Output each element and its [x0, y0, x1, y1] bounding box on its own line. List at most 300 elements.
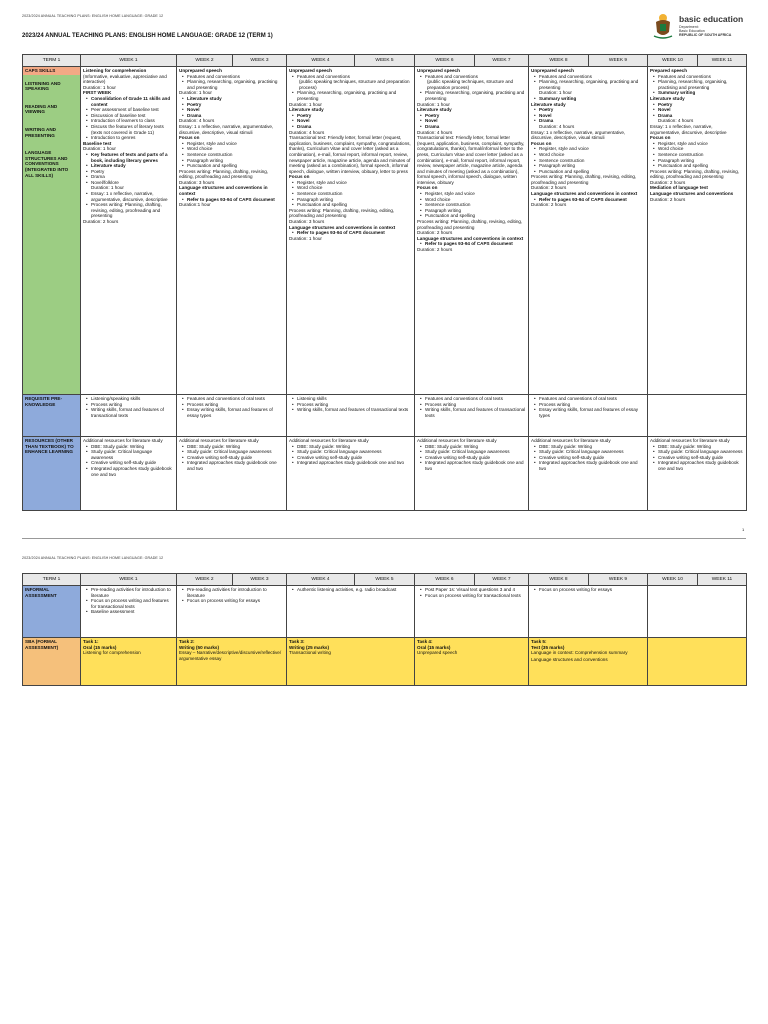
list-item: • Writing skills, format and features of transactional texts: [297, 407, 412, 413]
list-item: • Word choice: [658, 146, 744, 152]
list-item: • DBE: Study guide: Writing: [187, 444, 284, 450]
req-week4-5: [287, 395, 415, 437]
list-item: • Novel: [658, 107, 744, 113]
list-item: • Peer assessment of baseline test: [91, 107, 174, 113]
w45-focus: Focus on: [289, 174, 310, 180]
sba-name: Writing (25 marks): [289, 644, 329, 650]
w45-list3: [289, 180, 412, 208]
logo-subtext: [679, 25, 731, 38]
col-week1: WEEK 1: [81, 55, 177, 67]
caps-week8-9: [529, 67, 648, 395]
caps-skills-label: CAPS SKILLS: [23, 67, 80, 75]
list-item: • Pre-reading activities for introduction to literature: [91, 587, 174, 598]
list-item: • Features and conventions: [658, 74, 744, 80]
col-week3: WEEK 3: [233, 55, 287, 67]
list-item: • Paragraph writing: [187, 158, 284, 164]
list-item: • Creative writing self-study guide: [91, 460, 174, 466]
w1011-title: Prepared speech: [650, 68, 688, 73]
w89-lit: Literature study: [531, 101, 566, 107]
list-item: • Paragraph writing: [539, 163, 645, 169]
w1-baseline: Baseline test: [83, 140, 112, 146]
sba-task: Task 3:: [289, 639, 305, 644]
w23-list4: [179, 197, 284, 203]
sba-week6-7: [415, 638, 529, 686]
header-row: [23, 55, 747, 67]
resources-head: RESOURCES (OTHER THAN TEXTBOOK) TO ENHANCE LEARNING: [23, 437, 81, 511]
list-item: • Paragraph writing: [297, 197, 412, 203]
w45-list1: [289, 74, 412, 102]
page-divider: [22, 538, 746, 539]
list-item: • Register, style and voice: [187, 141, 284, 147]
list-item: • Novel: [425, 118, 526, 124]
list-item: • Drama: [658, 113, 744, 119]
list-item: • Summary writing: [539, 96, 645, 102]
list-item: • Focus on process writing for transactional texts: [425, 593, 526, 599]
sba-task: Task 2:: [179, 639, 195, 644]
w89-process: Process writing: Planning, drafting, revising, editing, proofreading and presenting: [531, 174, 637, 185]
w1011-mediation: Mediation of language test: [650, 185, 708, 191]
list-item: • Study guide: Critical language awareness: [297, 449, 412, 455]
res-week4-5: [287, 437, 415, 511]
sba-name: Oral (15 marks): [417, 644, 451, 650]
list-item: • Process writing: Planning, drafting, revising, editing, proofreading and presenting: [91, 202, 174, 219]
list-item: • Word choice: [187, 146, 284, 152]
w45-process: Process writing: Planning, drafting, revising, editing, proofreading and presenting: [289, 207, 395, 219]
w1011-list2: [650, 102, 744, 119]
running-header: 2023/2024 ANNUAL TEACHING PLANS: ENGLISH HOME LANGUAGE: GRADE 12: [22, 14, 164, 18]
list-item: • Punctuation and spelling: [425, 213, 526, 219]
w67-list4: [417, 241, 526, 247]
list-item: • Word choice: [539, 152, 645, 158]
logo-line2: Basic Education: [679, 29, 705, 34]
logo-line3: REPUBLIC OF SOUTH AFRICA: [679, 33, 732, 38]
col-week7: WEEK 7: [475, 574, 529, 586]
list-item: • Integrated approaches study guidebook one and two: [187, 460, 284, 471]
w23-duration4: Duration:1 hour: [179, 202, 211, 208]
logo-line1: Department:: [679, 25, 699, 29]
w67-lang: Language structures and conventions in context: [417, 235, 524, 241]
col-week10: WEEK 10: [648, 574, 698, 586]
list-item: • Register, style and voice: [658, 141, 744, 147]
list-item: • Novel: [539, 113, 645, 119]
list-item: • Planning, researching, organising, practising and presenting: [658, 79, 744, 90]
list-item: • Drama: [187, 113, 284, 119]
w45-list4: [289, 230, 412, 236]
requisite-head: REQUISITE PRE-KNOWLEDGE: [23, 395, 81, 437]
w67-transactional: Transactional text: Friendly letter, formal letter (request, application, business, complaint, sympathy, congratulations, thanks), formal/informal letter to the press, Curriculum Vitae and cover letter (asked as a combination), e-mail, formal report, informal report, review, newspaper article, magazine article, agenda and minutes of meeting (asked as a combination), formal speech, informal speech, dialogue, written interview, obituary: [417, 135, 525, 185]
list-item: • Features and conventions of oral texts: [187, 396, 284, 402]
list-item: • Register, style and voice: [425, 191, 526, 197]
sba-task: Task 5:: [531, 639, 547, 644]
sba-week2-3: [177, 638, 287, 686]
col-term: TERM 1: [23, 55, 81, 67]
list-item: • Planning, researching, organising, practising and presenting: [425, 90, 526, 101]
skill-writing: WRITING AND PRESENTING: [25, 126, 56, 138]
running-header-page2: 2023/2024 ANNUAL TEACHING PLANS: ENGLISH HOME LANGUAGE: GRADE 12: [22, 556, 164, 560]
informal-row: [23, 586, 747, 638]
list-item: • Creative writing self-study guide: [297, 455, 412, 461]
w67-duration2: Duration: 4 hours: [417, 129, 453, 135]
col-week9: WEEK 9: [589, 55, 648, 67]
list-item: • Drama: [539, 118, 645, 124]
list-item: • DBE: Study guide: Writing: [297, 444, 412, 450]
res-intro: Additional resources for literature study: [289, 438, 369, 443]
list-item: • Poetry: [425, 113, 526, 119]
list-item: • Creative writing self-study guide: [658, 455, 744, 461]
list-item: • Pre-reading activities for introduction to literature: [187, 587, 284, 598]
list-item: • DBE: Study guide: Writing: [91, 444, 174, 450]
list-item: • Drama: [297, 124, 412, 130]
w89-list4: [531, 146, 645, 174]
w89-list3: [531, 107, 645, 124]
w23-duration3: Duration: 3 hours: [179, 179, 215, 185]
list-item: • Poetry: [658, 102, 744, 108]
list-item: • Discussion of baseline test: [91, 113, 174, 119]
list-item: • DBE: Study guide: Writing: [539, 444, 645, 450]
w67-list1: [417, 74, 526, 102]
w1-duration4: Duration: 2 hours: [83, 219, 119, 225]
list-item: • Features and conventions: [297, 74, 412, 80]
list-item: • Study guide: Critical language awareness: [187, 449, 284, 455]
list-item: • Sentence construction: [539, 158, 645, 164]
requisite-row: [23, 395, 747, 437]
assessment-table: [22, 573, 747, 686]
w23-title: Unprepared speech: [179, 68, 222, 73]
list-item: • Integrated approaches study guidebook one and two: [425, 460, 526, 471]
w89-lang: Language structures and conventions in context: [531, 191, 638, 197]
list-item: • Writing skills, format and features of transactional texts: [425, 407, 526, 418]
sba-row: [23, 638, 747, 686]
list-item: • Refer to pages 93-94 of CAPS document: [425, 241, 526, 247]
list-item: • DBE: Study guide: Writing: [658, 444, 744, 450]
w1-list1: [83, 96, 174, 141]
skill-listening: LISTENING AND SPEAKING: [25, 80, 61, 92]
list-item: • Introduction of learners to class: [91, 118, 174, 124]
w67-list2: [417, 113, 526, 130]
list-item: • Refer to pages 93-94 of CAPS document: [187, 197, 284, 203]
res-intro: Additional resources for literature study: [417, 438, 497, 443]
w67-title: Unprepared speech: [417, 68, 460, 73]
w1011-list3: [650, 141, 744, 169]
w45-list-note: (public speaking techniques, structure and preparation process): [299, 79, 410, 90]
list-item: • Baseline assessment: [91, 609, 174, 615]
list-item: • Literature study: [91, 163, 174, 169]
list-item: • Discuss the features of literary texts (texts not covered in Grade 11): [91, 124, 174, 135]
w1011-duration3: Duration: 2 hours: [650, 196, 686, 202]
w23-lang: Language structures and conventions in context: [179, 185, 268, 197]
col-term: TERM 1: [23, 574, 81, 586]
page-number: 1: [742, 527, 745, 532]
col-week4: WEEK 4: [287, 55, 355, 67]
w23-list3: [179, 141, 284, 169]
list-item: • Creative writing self-study guide: [539, 455, 645, 461]
list-item: • Introduction to genres: [91, 135, 174, 141]
list-item: • Punctuation and spelling: [297, 202, 412, 208]
w45-duration4: Duration: 1 hour: [289, 235, 322, 241]
col-week1: WEEK 1: [81, 574, 177, 586]
w89-duration4: Duration: 2 hours: [531, 202, 567, 208]
w1011-lang: Language structures and conventions: [650, 191, 734, 197]
coat-of-arms-icon: [652, 12, 674, 40]
list-item: • Poetry: [297, 113, 412, 119]
list-item: • Sentence construction: [425, 202, 526, 208]
list-item: • Integrated approaches study guidebook one and two: [658, 460, 744, 471]
list-item: • Drama: [91, 174, 174, 180]
w23-process: Process writing: Planning, drafting, revising, editing, proofreading and presenting: [179, 168, 269, 180]
list-item: • Focus on process writing for essays: [187, 598, 284, 604]
inf-week8-9: [529, 586, 648, 638]
res-week10-11: [648, 437, 747, 511]
sba-desc: Listening for comprehension: [83, 650, 141, 656]
list-item: • Creative writing self-study guide: [425, 455, 526, 461]
req-week6-7: [415, 395, 529, 437]
w1-list3: [83, 191, 174, 219]
col-week9: WEEK 9: [589, 574, 648, 586]
sba-week4-5: [287, 638, 415, 686]
caps-week4-5: [287, 67, 415, 395]
w45-duration3: Duration: 3 hours: [289, 219, 325, 225]
skill-language: LANGUAGE STRUCTURES AND CONVENTIONS (INTEGRATED INTO ALL SKILLS): [25, 150, 69, 178]
w1-list2: [83, 152, 174, 186]
w89-title: Unprepared speech: [531, 68, 574, 73]
inf-week2-3: [177, 586, 287, 638]
sba-desc: Essay – Narrative/descriptive/discursive/reflective/ argumentative essay: [179, 650, 282, 661]
skill-reading: READING AND VIEWING: [25, 103, 58, 115]
w89-list1: [531, 74, 645, 91]
col-week11: WEEK 11: [698, 574, 747, 586]
w67-list3: [417, 191, 526, 219]
informal-head: INFORMAL ASSESSMENT: [23, 586, 81, 638]
list-item: • Features and conventions: [539, 74, 645, 80]
w1-duration2: Duration: 1 hour: [83, 146, 116, 152]
w1011-list1: [650, 74, 744, 96]
col-week5: WEEK 5: [355, 574, 415, 586]
dbe-logo: [652, 12, 748, 42]
list-item: • Summary writing: [658, 90, 744, 96]
caps-week10-11: [648, 67, 747, 395]
list-item: • Integrated approaches study guidebook one and two: [539, 460, 645, 471]
list-item: • Refer to pages 93-94 of CAPS document: [297, 230, 412, 236]
list-item: • Register, style and voice: [297, 180, 412, 186]
w1011-lit: Literature study: [650, 95, 685, 101]
sba-week8-9: [529, 638, 648, 686]
list-item: • Focus on process writing for essays: [539, 587, 645, 593]
list-item: • DBE: Study guide: Writing: [425, 444, 526, 450]
list-item: • Register, style and voice: [539, 146, 645, 152]
col-week6: WEEK 6: [415, 574, 475, 586]
w89-duration1: Duration: 1 hour: [539, 90, 572, 96]
sba-desc: Unprepared speech: [417, 650, 458, 656]
inf-week4-5: [287, 586, 415, 638]
header-row-2: [23, 574, 747, 586]
list-item: • Word choice: [425, 197, 526, 203]
sba-desc: Language in context: Comprehension summary: [531, 650, 628, 656]
col-week11: WEEK 11: [698, 55, 747, 67]
w45-transactional: Transactional text: Friendly letter, formal letter (request, application, business, complaint, sympathy, congratulations, thanks), Curriculum Vitae and cover letter (asked as a combination), e-mail, formal report, informal report, review, newspaper article, magazine article, agenda and minutes of meeting (asked as a combination), formal speech, informal speech, dialogue, written interview, obituary, letter to press: [289, 135, 411, 174]
res-intro: Additional resources for literature study: [83, 438, 163, 443]
caps-row-head: [23, 67, 81, 395]
list-item: • Drama: [425, 124, 526, 130]
list-item: • Features and conventions: [187, 74, 284, 80]
page-title: 2023/24 ANNUAL TEACHING PLANS: ENGLISH HOME LANGUAGE: GRADE 12 (TERM 1): [22, 33, 273, 39]
caps-skills-row: [23, 67, 747, 395]
w23-essay: Essay: 1 x reflective, narrative, argumentative, discursive, descriptive, visual stimuli: [179, 123, 274, 135]
list-item: • Process writing: [539, 402, 645, 408]
w89-focus: Focus on: [531, 140, 552, 146]
list-item: • Literature study: [187, 96, 284, 102]
list-item: • Punctuation and spelling: [658, 163, 744, 169]
sba-desc2: Language structures and conventions: [531, 656, 608, 662]
list-item: • Authentic listening activities, e.g. radio broadcast: [297, 587, 412, 593]
w1011-essay: Essay: 1 x reflective, narrative, argumentative, discursive, descriptive: [650, 123, 727, 135]
w1-duration1: Duration: 1 hour: [83, 84, 116, 90]
col-week10: WEEK 10: [648, 55, 698, 67]
list-item: • Listening skills: [297, 396, 412, 402]
sba-name: Writing (50 marks): [179, 644, 219, 650]
w45-duration1: Duration: 1 hour: [289, 101, 322, 107]
res-week1: [81, 437, 177, 511]
w67-duration1: Duration: 1 hour: [417, 101, 450, 107]
list-item: • Sentence construction: [297, 191, 412, 197]
list-item: • Planning, researching, organising, practising and presenting: [297, 90, 412, 101]
list-item: • Study guide: Critical language awareness: [91, 449, 174, 460]
sba-week1: [81, 638, 177, 686]
list-item: • Refer to pages 93-94 of CAPS document: [539, 197, 645, 203]
req-week1: [81, 395, 177, 437]
w23-focus: Focus on: [179, 135, 200, 141]
w89-duration3: Duration: 2 hours: [531, 185, 567, 191]
list-item: • Consolidation of Grade 11 skills and content: [91, 96, 174, 107]
col-week4: WEEK 4: [287, 574, 355, 586]
w1-duration3: Duration: 1 hour: [91, 185, 124, 191]
list-item: • Poetry: [187, 102, 284, 108]
list-item: • Sentence construction: [187, 152, 284, 158]
caps-week2-3: [177, 67, 287, 395]
resources-row: [23, 437, 747, 511]
w1011-duration1: Duration: 4 hours: [658, 118, 694, 124]
list-item: • Poetry: [539, 107, 645, 113]
list-item: • Planning, researching, organising, practising and presenting: [187, 79, 284, 90]
w1011-duration2: Duration: 2 hours: [650, 179, 686, 185]
w1011-focus: Focus on: [650, 135, 671, 141]
col-week3: WEEK 3: [233, 574, 287, 586]
w67-duration4: Duration: 2 hours: [417, 247, 453, 252]
list-item: • Process writing: [187, 402, 284, 408]
inf-week6-7: [415, 586, 529, 638]
req-week10-11: [648, 395, 747, 437]
w45-duration2: Duration: 4 hours: [289, 129, 325, 135]
sba-task: Task 1:: [83, 639, 99, 644]
list-item: • Features and conventions of oral texts: [539, 396, 645, 402]
list-item: • Paragraph writing: [425, 208, 526, 214]
w67-focus: Focus on: [417, 185, 438, 191]
logo-brand: basic education: [679, 14, 744, 24]
list-item: • Focus on process writing and features for transactional texts: [91, 598, 174, 609]
col-week8: WEEK 8: [529, 574, 589, 586]
w23-list1: [179, 74, 284, 91]
list-item: • Novel: [187, 107, 284, 113]
sba-desc: Transactional writing: [289, 650, 331, 656]
list-item: • Integrated approaches study guidebook one and two: [297, 460, 412, 466]
w45-list2: [289, 113, 412, 130]
term1-plan-table: [22, 54, 747, 511]
list-item: • Creative writing self-study guide: [187, 455, 284, 461]
list-item: • Process writing: [91, 402, 174, 408]
w1-subtitle: (Informative, evaluative, appreciative and interactive): [83, 73, 167, 85]
w67-list-note: (public speaking techniques, structure and preparation process): [427, 79, 514, 90]
res-intro: Additional resources for literature study: [650, 438, 730, 443]
w23-list2: [179, 96, 284, 118]
w45-title: Unprepared speech: [289, 68, 332, 73]
list-item: • Integrated approaches study guidebook one and two: [91, 466, 174, 477]
w67-process: Process writing: Planning, drafting, revising, editing, proofreading and presenting: [417, 219, 523, 230]
col-week2: WEEK 2: [177, 574, 233, 586]
req-week2-3: [177, 395, 287, 437]
w45-lit: Literature study: [289, 107, 324, 113]
list-item: • Listening/speaking skills: [91, 396, 174, 402]
inf-week1: [81, 586, 177, 638]
list-item: • Novel: [297, 118, 412, 124]
list-item: • Sentence construction: [658, 152, 744, 158]
list-item: • Study guide: Critical language awareness: [425, 449, 526, 455]
list-item: • Planning, researching, organising, practising and presenting: [539, 79, 645, 90]
list-item: • Process writing: [297, 402, 412, 408]
sba-week10-11: [648, 638, 747, 686]
caps-week1: [81, 67, 177, 395]
list-item: • Paragraph writing: [658, 158, 744, 164]
w1-title: Listening for comprehension: [83, 68, 147, 73]
inf-week10-11: [648, 586, 747, 638]
sba-head: SBA (FORMAL ASSESSMENT): [23, 638, 81, 686]
list-item: • Punctuation and spelling: [539, 169, 645, 175]
sba-task: Task 4:: [417, 639, 433, 644]
list-item: • Features and conventions of oral texts: [425, 396, 526, 402]
w23-duration2: Duration: 4 hours: [179, 118, 215, 124]
w23-duration1: Duration: 1 hour: [179, 90, 212, 96]
w1011-process: Process writing: Planning, drafting, revising, editing, proofreading and presenting: [650, 168, 740, 180]
w89-duration2: Duration: 4 hours: [539, 123, 575, 129]
w45-lang: Language structures and conventions in context: [289, 224, 396, 230]
list-item: • Key features of texts and parts of a book, including literary genres: [91, 152, 174, 163]
w89-list2: [531, 96, 645, 102]
list-item: • Punctuation and spelling: [187, 163, 284, 169]
res-intro: Additional resources for literature study: [179, 438, 259, 443]
res-week6-7: [415, 437, 529, 511]
list-item: • Essay writing skills, format and features of essay types: [539, 407, 645, 418]
col-week2: WEEK 2: [177, 55, 233, 67]
list-item: • Writing skills, format and features of transactional texts: [91, 407, 174, 418]
list-item: • Features and conventions: [425, 74, 526, 80]
w89-essay: Essay: 1 x reflective, narrative, argumentative, discursive, descriptive, visual stimuli: [531, 129, 626, 141]
w1-first-week: FIRST WEEK: [83, 90, 112, 96]
req-week8-9: [529, 395, 648, 437]
list-item: • Study guide: Critical language awareness: [539, 449, 645, 455]
w67-lit: Literature study: [417, 107, 452, 113]
w67-duration3: Duration: 2 hours: [417, 230, 453, 236]
col-week8: WEEK 8: [529, 55, 589, 67]
list-item: • Poetry: [91, 169, 174, 175]
list-item: • Essay: 1 x reflective, narrative, argumentative, discursive, descriptive: [91, 191, 174, 202]
sba-name: Test (35 marks): [531, 644, 565, 650]
col-week6: WEEK 6: [415, 55, 475, 67]
res-week8-9: [529, 437, 648, 511]
list-item: • Study guide: Critical language awareness: [658, 449, 744, 455]
list-item: • Word choice: [297, 185, 412, 191]
list-item: • Process writing: [425, 402, 526, 408]
list-item: • Post Paper 1s: Visual text questions 3 and 4: [425, 587, 526, 593]
col-week7: WEEK 7: [475, 55, 529, 67]
list-item: • Novel/folklore: [91, 180, 174, 186]
